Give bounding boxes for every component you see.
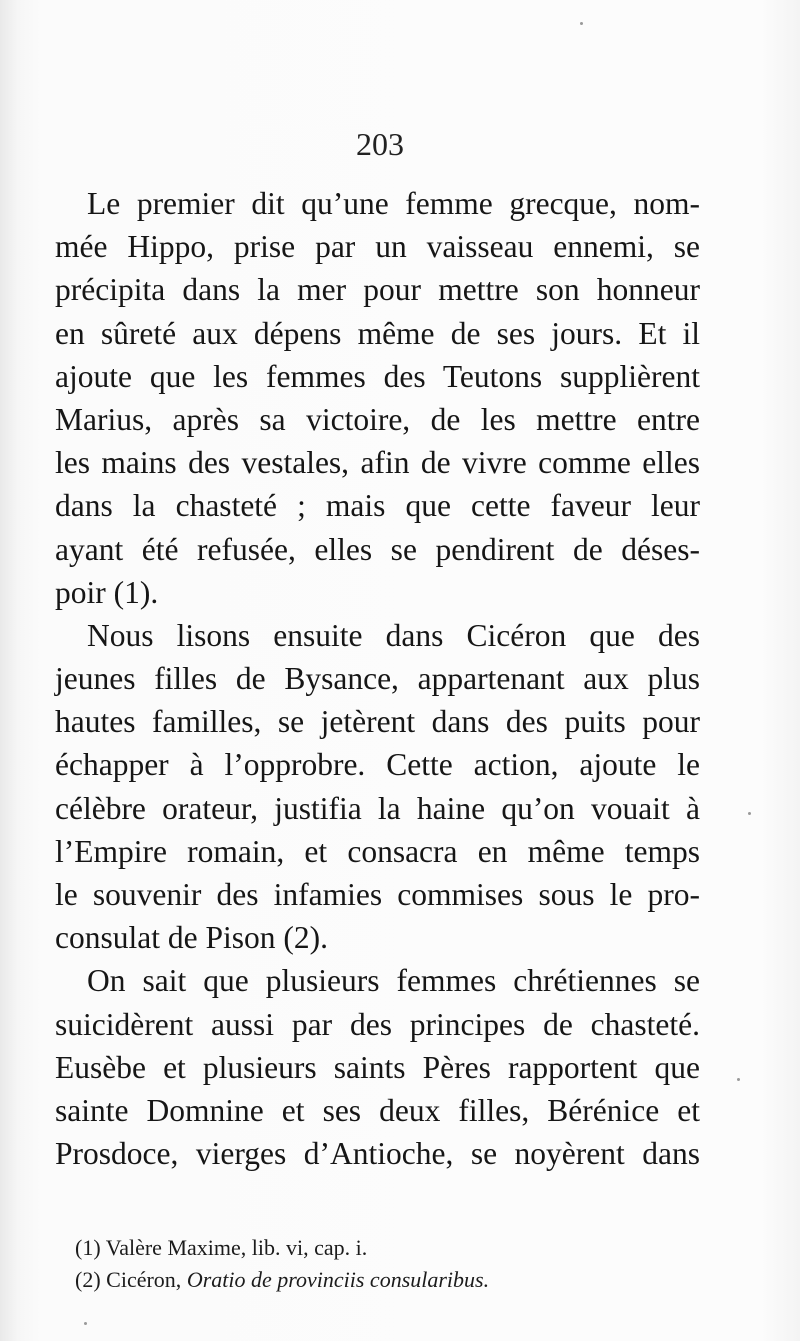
text-line: les mains des vestales, afin de vivre comme elles <box>55 445 700 481</box>
text-line: ajoute que les femmes des Teutons supplièrent <box>55 358 700 394</box>
text-line: suicidèrent aussi par des principes de chasteté. <box>55 1006 700 1042</box>
text-line: dans la chasteté ; mais que cette faveur leur <box>55 488 700 524</box>
text-line: précipita dans la mer pour mettre son honneur <box>55 272 700 308</box>
body-text <box>55 182 700 1175</box>
footnote-1 <box>75 1232 715 1264</box>
text-line: sainte Domnine et ses deux filles, Bérénice et <box>55 1092 700 1128</box>
text-line: jeunes filles de Bysance, appartenant aux plus <box>55 661 700 697</box>
scan-speck <box>737 1078 740 1081</box>
text-line: On sait que plusieurs femmes chrétiennes se <box>87 963 700 999</box>
text-line: Le premier dit qu’une femme grecque, nom- <box>87 186 700 221</box>
text-line: Nous lisons ensuite dans Cicéron que des <box>87 617 700 653</box>
text-line: en sûreté aux dépens même de ses jours. Et il <box>55 315 700 351</box>
paragraph-1 <box>55 182 700 614</box>
footnote-mark: (2) <box>75 1267 101 1292</box>
footnote-text: Cicéron, <box>106 1267 182 1292</box>
text-line: ayant été refusée, elles se pendirent de déses- <box>55 531 700 567</box>
page-number: 203 <box>356 126 404 162</box>
text-line: consulat de Pison (2). <box>55 920 328 956</box>
text-line: mée Hippo, prise par un vaisseau ennemi, se <box>55 229 700 265</box>
paragraph-3 <box>55 959 700 1175</box>
text-line: Prosdoce, vierges d’Antioche, se noyèrent dans <box>55 1136 700 1172</box>
footnote-2 <box>75 1264 715 1296</box>
footnote-mark: (1) <box>75 1235 101 1260</box>
footnotes <box>75 1232 715 1296</box>
text-line: le souvenir des infamies commises sous le pro- <box>55 877 700 912</box>
footnote-text: Valère Maxime, lib. vi, cap. i. <box>105 1235 368 1260</box>
text-line: hautes familles, se jetèrent dans des puits pour <box>55 704 700 740</box>
text-line: Eusèbe et plusieurs saints Pères rapportent que <box>55 1049 700 1085</box>
text-line: Marius, après sa victoire, de les mettre entre <box>55 401 700 437</box>
paragraph-2 <box>55 614 700 960</box>
text-line: poir (1). <box>55 574 159 610</box>
text-line: l’Empire romain, et consacra en même temps <box>55 833 700 869</box>
text-line: célèbre orateur, justifia la haine qu’on vouait à <box>55 790 700 826</box>
scan-speck <box>84 1322 87 1325</box>
text-line: échapper à l’opprobre. Cette action, ajoute le <box>55 747 700 783</box>
scan-speck <box>748 812 751 815</box>
scan-speck <box>580 22 583 25</box>
footnote-title: Oratio de provinciis consularibus. <box>186 1267 490 1292</box>
